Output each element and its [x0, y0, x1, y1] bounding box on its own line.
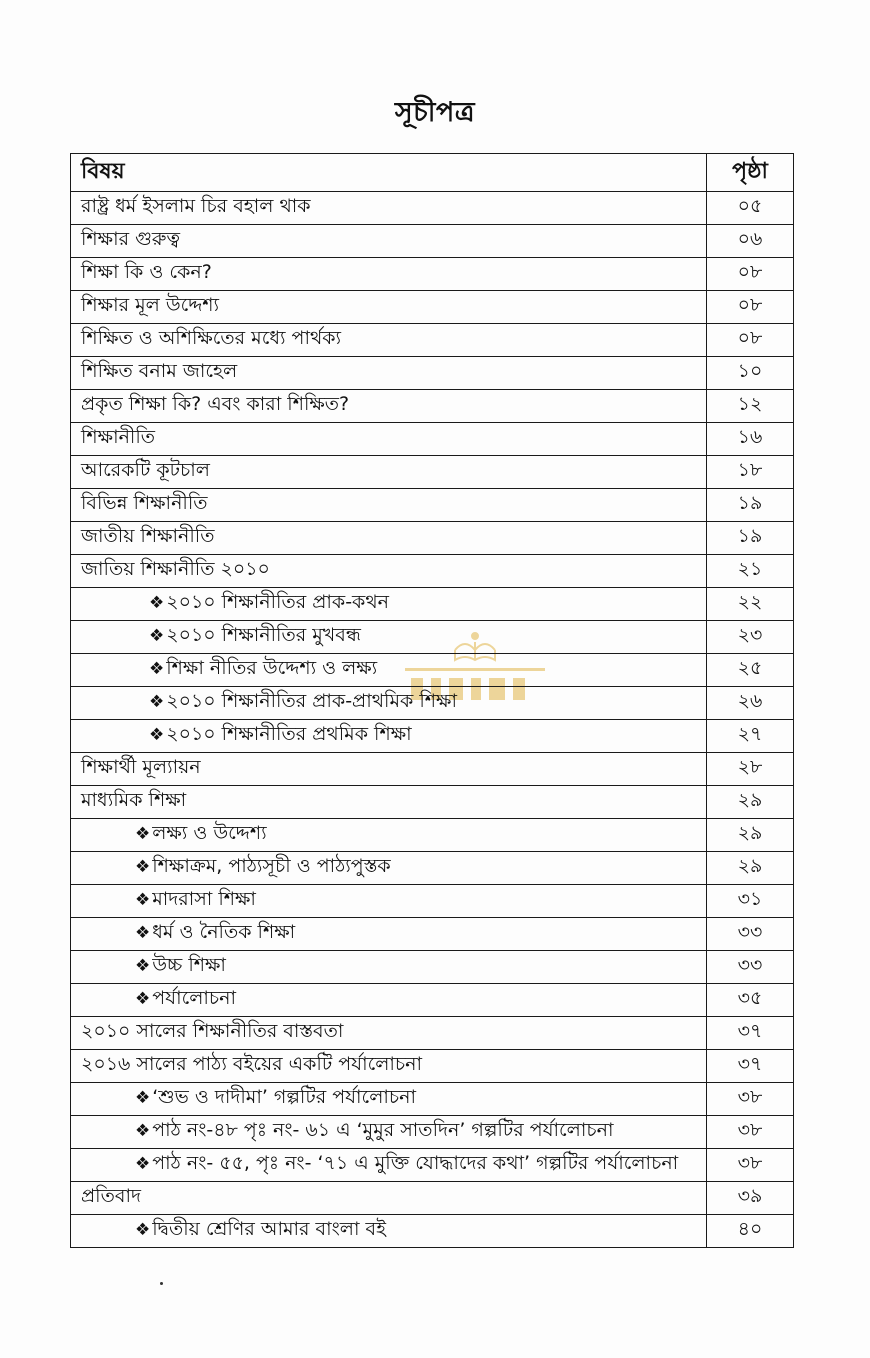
- diamond-bullet-icon: ❖: [149, 626, 165, 646]
- toc-entry-title-cell: [71, 192, 707, 225]
- toc-entry-page-number: ২৮: [707, 753, 794, 786]
- subject-column-header: বিষয়: [71, 154, 707, 192]
- toc-entry-title-cell: [71, 753, 707, 786]
- toc-entry-title: শিক্ষার মূল উদ্দেশ্য: [81, 294, 220, 316]
- toc-entry-title-cell: [71, 819, 707, 852]
- table-row[interactable]: [71, 918, 794, 951]
- table-row[interactable]: [71, 1149, 794, 1182]
- toc-entry-title: ২০১০ শিক্ষানীতির মুখবন্ধ: [166, 624, 361, 646]
- diamond-bullet-icon: ❖: [149, 659, 165, 679]
- toc-entry-title-cell: [71, 423, 707, 456]
- toc-entry-title-cell: [71, 852, 707, 885]
- toc-entry-title: ২০১০ শিক্ষানীতির প্রাক-কথন: [166, 591, 389, 613]
- table-row[interactable]: [71, 1083, 794, 1116]
- toc-entry-title: ২০১০ শিক্ষানীতির প্রাক-প্রাথমিক শিক্ষা: [166, 690, 457, 712]
- toc-entry-page-number: ২৬: [707, 687, 794, 720]
- table-row[interactable]: [71, 1215, 794, 1248]
- table-row[interactable]: [71, 456, 794, 489]
- table-row[interactable]: [71, 786, 794, 819]
- toc-entry-page-number: ৩৭: [707, 1017, 794, 1050]
- table-row[interactable]: [71, 423, 794, 456]
- toc-entry-page-number: ১৮: [707, 456, 794, 489]
- table-row[interactable]: [71, 687, 794, 720]
- table-row[interactable]: [71, 951, 794, 984]
- toc-entry-title-cell: [71, 456, 707, 489]
- toc-entry-title: শিক্ষা নীতির উদ্দেশ্য ও লক্ষ্য: [166, 657, 378, 679]
- table-row[interactable]: [71, 753, 794, 786]
- toc-entry-title: আরেকটি কূটচাল: [81, 459, 210, 481]
- table-row[interactable]: [71, 1182, 794, 1215]
- toc-entry-title: দ্বিতীয় শ্রেণির আমার বাংলা বই: [152, 1218, 386, 1240]
- toc-entry-page-number: ২৯: [707, 786, 794, 819]
- contents-table-body: [71, 192, 794, 1248]
- toc-entry-title: শিক্ষানীতি: [81, 426, 156, 448]
- toc-entry-title-cell: [71, 786, 707, 819]
- toc-entry-title: শিক্ষাক্রম, পাঠ্যসূচী ও পাঠ্যপুস্তক: [152, 855, 391, 877]
- table-row[interactable]: [71, 258, 794, 291]
- table-row[interactable]: [71, 1116, 794, 1149]
- toc-entry-page-number: ২৭: [707, 720, 794, 753]
- toc-entry-page-number: ১৯: [707, 489, 794, 522]
- toc-entry-title-cell: [71, 258, 707, 291]
- diamond-bullet-icon: ❖: [135, 1154, 151, 1174]
- toc-entry-title: বিভিন্ন শিক্ষানীতি: [81, 492, 208, 514]
- toc-entry-title-cell: [71, 1182, 707, 1215]
- table-row[interactable]: [71, 654, 794, 687]
- toc-entry-title-cell: [71, 1017, 707, 1050]
- toc-entry-page-number: ৩৮: [707, 1083, 794, 1116]
- toc-entry-page-number: ২১: [707, 555, 794, 588]
- toc-entry-page-number: ১০: [707, 357, 794, 390]
- page-column-header: পৃষ্ঠা: [707, 154, 794, 192]
- toc-entry-title: ২০১৬ সালের পাঠ্য বইয়ের একটি পর্যালোচনা: [81, 1053, 422, 1075]
- toc-entry-page-number: ০৫: [707, 192, 794, 225]
- diamond-bullet-icon: ❖: [135, 1121, 151, 1141]
- toc-entry-title: প্রকৃত শিক্ষা কি? এবং কারা শিক্ষিত?: [81, 393, 350, 415]
- diamond-bullet-icon: ❖: [135, 923, 151, 943]
- toc-entry-title: পর্যালোচনা: [152, 987, 237, 1009]
- toc-entry-title-cell: [71, 687, 707, 720]
- toc-entry-title: উচ্চ শিক্ষা: [152, 954, 226, 976]
- diamond-bullet-icon: ❖: [135, 857, 151, 877]
- toc-entry-title-cell: [71, 885, 707, 918]
- table-row[interactable]: [71, 819, 794, 852]
- toc-entry-page-number: ২৯: [707, 819, 794, 852]
- table-row[interactable]: [71, 885, 794, 918]
- toc-entry-title: ‘শুভ ও দাদীমা’ গল্পটির পর্যালোচনা: [152, 1086, 416, 1108]
- toc-entry-title-cell: [71, 357, 707, 390]
- toc-entry-title: মাধ্যমিক শিক্ষা: [81, 789, 187, 811]
- toc-entry-title: শিক্ষিত বনাম জাহেল: [81, 360, 238, 382]
- toc-entry-title-cell: [71, 951, 707, 984]
- toc-entry-title-cell: [71, 1116, 707, 1149]
- toc-entry-page-number: ১৯: [707, 522, 794, 555]
- toc-entry-page-number: ৩৭: [707, 1050, 794, 1083]
- toc-entry-title-cell: [71, 621, 707, 654]
- diamond-bullet-icon: ❖: [149, 593, 165, 613]
- diamond-bullet-icon: ❖: [149, 725, 165, 745]
- toc-entry-page-number: ৩৮: [707, 1116, 794, 1149]
- toc-entry-page-number: ০৮: [707, 258, 794, 291]
- toc-entry-title-cell: [71, 1083, 707, 1116]
- page-title: সূচীপত্র: [394, 97, 476, 128]
- toc-entry-title: জাতিয় শিক্ষানীতি ২০১০: [81, 558, 270, 580]
- diamond-bullet-icon: ❖: [135, 890, 151, 910]
- toc-entry-title: শিক্ষিত ও অশিক্ষিতের মধ্যে পার্থক্য: [81, 327, 342, 349]
- toc-entry-title: রাষ্ট্র ধর্ম ইসলাম চির বহাল থাক: [81, 195, 311, 217]
- toc-entry-page-number: ৩১: [707, 885, 794, 918]
- table-row[interactable]: [71, 720, 794, 753]
- toc-entry-page-number: ২২: [707, 588, 794, 621]
- table-row[interactable]: [71, 621, 794, 654]
- toc-entry-title: শিক্ষার গুরুত্ব: [81, 228, 181, 250]
- toc-entry-page-number: ২৯: [707, 852, 794, 885]
- table-row[interactable]: [71, 291, 794, 324]
- table-row[interactable]: [71, 522, 794, 555]
- toc-entry-page-number: ০৮: [707, 291, 794, 324]
- toc-entry-title-cell: [71, 1149, 707, 1182]
- table-row[interactable]: [71, 324, 794, 357]
- table-row[interactable]: [71, 192, 794, 225]
- toc-entry-page-number: ২৫: [707, 654, 794, 687]
- toc-entry-title-cell: [71, 984, 707, 1017]
- toc-entry-title-cell: [71, 918, 707, 951]
- toc-entry-page-number: ৩৯: [707, 1182, 794, 1215]
- toc-entry-page-number: ৩৮: [707, 1149, 794, 1182]
- toc-entry-title: ধর্ম ও নৈতিক শিক্ষা: [152, 921, 296, 943]
- toc-entry-title: পাঠ নং- ৫৫, পৃঃ নং- ‘৭১ এ মুক্তি যোদ্ধাদের কথা’ গল্পটির পর্যালোচনা: [152, 1152, 679, 1174]
- toc-entry-title: ২০১০ শিক্ষানীতির প্রথমিক শিক্ষা: [166, 723, 412, 745]
- toc-entry-title-cell: [71, 654, 707, 687]
- toc-entry-title: শিক্ষার্থী মূল্যায়ন: [81, 756, 201, 778]
- toc-entry-title-cell: [71, 588, 707, 621]
- toc-entry-title: প্রতিবাদ: [81, 1185, 141, 1207]
- table-row[interactable]: [71, 225, 794, 258]
- toc-entry-page-number: ৩৩: [707, 918, 794, 951]
- toc-entry-page-number: ৩৫: [707, 984, 794, 1017]
- toc-entry-title-cell: [71, 720, 707, 753]
- toc-entry-page-number: ৩৩: [707, 951, 794, 984]
- toc-entry-title-cell: [71, 1215, 707, 1248]
- diamond-bullet-icon: ❖: [135, 956, 151, 976]
- toc-entry-title: মাদরাসা শিক্ষা: [152, 888, 256, 910]
- toc-entry-title-cell: [71, 324, 707, 357]
- toc-entry-title-cell: [71, 390, 707, 423]
- table-row[interactable]: [71, 390, 794, 423]
- toc-entry-page-number: ০৬: [707, 225, 794, 258]
- toc-entry-title-cell: [71, 291, 707, 324]
- diamond-bullet-icon: ❖: [135, 824, 151, 844]
- toc-entry-title: পাঠ নং-৪৮ পৃঃ নং- ৬১ এ ‘মুমুর সাতদিন’ গল্পটির পর্যালোচনা: [152, 1119, 614, 1141]
- table-row[interactable]: [71, 1050, 794, 1083]
- toc-entry-title-cell: [71, 225, 707, 258]
- toc-entry-title-cell: [71, 489, 707, 522]
- toc-entry-page-number: ৪০: [707, 1215, 794, 1248]
- toc-entry-page-number: ১২: [707, 390, 794, 423]
- diamond-bullet-icon: ❖: [135, 1220, 151, 1240]
- table-header-row: [71, 154, 794, 192]
- table-row[interactable]: [71, 357, 794, 390]
- contents-table: [70, 153, 794, 1248]
- table-row[interactable]: [71, 555, 794, 588]
- table-row[interactable]: [71, 852, 794, 885]
- table-row[interactable]: [71, 588, 794, 621]
- diamond-bullet-icon: ❖: [135, 989, 151, 1009]
- table-row[interactable]: [71, 1017, 794, 1050]
- toc-entry-title: জাতীয় শিক্ষানীতি: [81, 525, 215, 547]
- table-row[interactable]: [71, 489, 794, 522]
- toc-entry-title: লক্ষ্য ও উদ্দেশ্য: [152, 822, 267, 844]
- diamond-bullet-icon: ❖: [149, 692, 165, 712]
- diamond-bullet-icon: ❖: [135, 1088, 151, 1108]
- table-row[interactable]: [71, 984, 794, 1017]
- toc-entry-page-number: ২৩: [707, 621, 794, 654]
- toc-entry-title-cell: [71, 522, 707, 555]
- toc-entry-page-number: ১৬: [707, 423, 794, 456]
- toc-entry-title-cell: [71, 555, 707, 588]
- toc-entry-title: শিক্ষা কি ও কেন?: [81, 261, 212, 283]
- toc-entry-title-cell: [71, 1050, 707, 1083]
- page-speck: [160, 1282, 163, 1285]
- toc-entry-title: ২০১০ সালের শিক্ষানীতির বাস্তবতা: [81, 1020, 344, 1042]
- toc-entry-page-number: ০৮: [707, 324, 794, 357]
